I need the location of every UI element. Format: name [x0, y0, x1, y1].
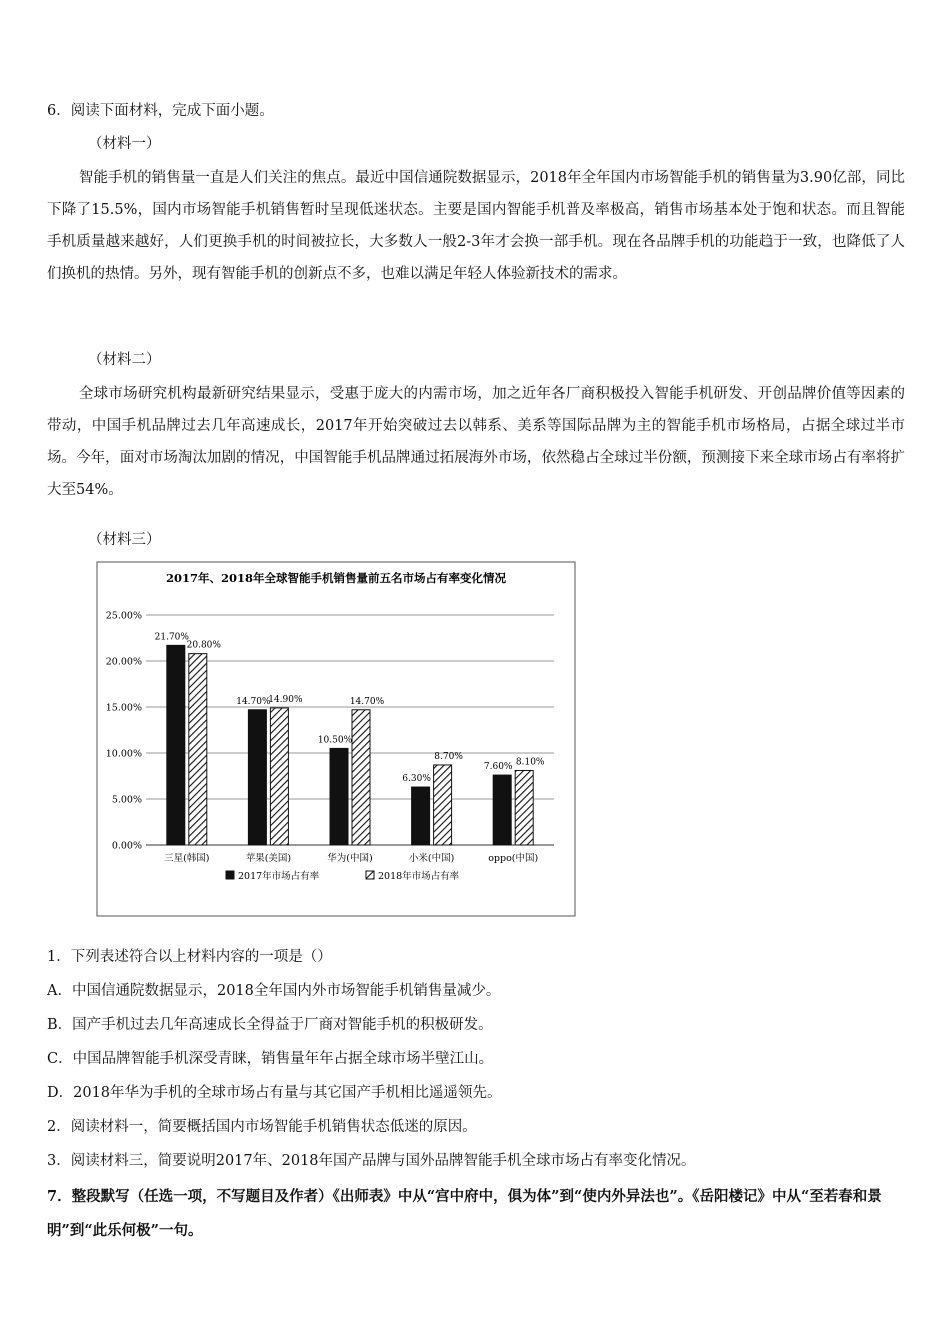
question-1: 1．下列表述符合以上材料内容的一项是（） — [47, 949, 332, 965]
data-label: 8.10% — [515, 757, 545, 768]
material-two-label: （材料二） — [88, 352, 161, 368]
bar-2018 — [352, 710, 370, 845]
legend-swatch-2018 — [366, 871, 374, 879]
bar-2017 — [493, 775, 511, 845]
data-label: 14.70% — [349, 696, 385, 707]
y-tick-label: 10.00% — [105, 748, 142, 760]
legend-label: 2018年市场占有率 — [378, 871, 460, 882]
bar-2018 — [515, 770, 533, 845]
data-label: 6.30% — [402, 774, 431, 785]
bar-2018 — [189, 654, 207, 845]
material-one-text: 智能手机的销售量一直是人们关注的焦点。最近中国信通院数据显示，2018年全年国内市场智能手机的销售量为3.90亿部，同比下降了15.5%，国内市场智能手机销售暂时呈现低迷状态。主要是国内智能手机普及率极高，销售市场基本处于饱和状态。而且智能手机质量越来越好，人们更换手机的时间被拉长，大多数人一般2-3年才会换一部手机。现在各品牌手机的功能趋于一致，也降低了人们换机的热情。另外，现有智能手机的创新点不多，也难以满足年轻人体验新技术的需求。 — [47, 170, 905, 282]
y-tick-label: 15.00% — [105, 702, 142, 714]
y-tick-label: 20.00% — [105, 656, 142, 668]
y-tick-label: 0.00% — [111, 840, 142, 852]
bar-2017 — [167, 645, 185, 845]
question-3: 3．阅读材料三，简要说明2017年、2018年国产品牌与国外品牌智能手机全球市场占有率变化情况。 — [47, 1153, 696, 1169]
bar-2018 — [434, 765, 452, 845]
data-label: 14.70% — [236, 696, 271, 707]
bar-2017 — [330, 748, 348, 845]
y-tick-label: 25.00% — [105, 610, 142, 622]
bar-2017 — [412, 787, 430, 845]
legend-label: 2017年市场占有率 — [238, 871, 320, 882]
bar-2017 — [248, 710, 266, 845]
data-label: 14.90% — [268, 694, 303, 705]
question-2: 2．阅读材料一，简要概括国内市场智能手机销售状态低迷的原因。 — [47, 1119, 477, 1135]
data-label: 20.80% — [186, 640, 221, 651]
data-label: 8.70% — [434, 751, 463, 762]
question-7: 7．整段默写（任选一项，不写题目及作者）《出师表》中从“宫中府中，俱为体”到“使内外异法也”。《岳阳楼记》中从“至若春和景明”到“此乐何极”一句。 — [47, 1188, 882, 1239]
market-share-chart — [96, 561, 576, 917]
chart-svg — [96, 561, 576, 917]
material-two-text: 全球市场研究机构最新研究结果显示，受惠于庞大的内需市场，加之近年各厂商积极投入智能手机研发、开创品牌价值等因素的带动，中国手机品牌过去几年高速成长，2017年开始突破过去以韩系、美系等国际品牌为主的智能手机市场格局，占据全球过半市场。今年，面对市场淘汰加剧的情况，中国智能手机品牌通过拓展海外市场，依然稳占全球过半份额，预测接下来全球市场占有率将扩大至54%。 — [47, 386, 905, 498]
bar-2018 — [270, 708, 288, 845]
data-label: 7.60% — [483, 762, 513, 773]
data-label: 21.70% — [154, 632, 189, 643]
material-one-label: （材料一） — [88, 136, 161, 152]
category-label: 三星(韩国) — [164, 853, 210, 864]
q6-heading: 6．阅读下面材料，完成下面小题。 — [47, 103, 274, 119]
data-label: 10.50% — [317, 735, 353, 746]
category-label: oppo(中国) — [488, 853, 539, 864]
y-tick-label: 5.00% — [111, 794, 142, 806]
category-label: 小米(中国) — [408, 853, 455, 864]
material-three-label: （材料三） — [88, 532, 161, 548]
option-b: B．国产手机过去几年高速成长全得益于厂商对智能手机的积极研发。 — [47, 1017, 493, 1033]
legend-swatch-2017 — [226, 871, 234, 879]
option-a: A．中国信通院数据显示，2018全年国内外市场智能手机销售量减少。 — [47, 983, 501, 999]
category-label: 苹果(美国) — [245, 853, 292, 864]
option-d: D．2018年华为手机的全球市场占有量与其它国产手机相比遥遥领先。 — [47, 1085, 502, 1101]
option-c: C．中国品牌智能手机深受青睐，销售量年年占据全球市场半壁江山。 — [47, 1051, 494, 1067]
chart-title: 2017年、2018年全球智能手机销售量前五名市场占有率变化情况 — [165, 571, 507, 585]
category-label: 华为(中国) — [327, 853, 373, 864]
